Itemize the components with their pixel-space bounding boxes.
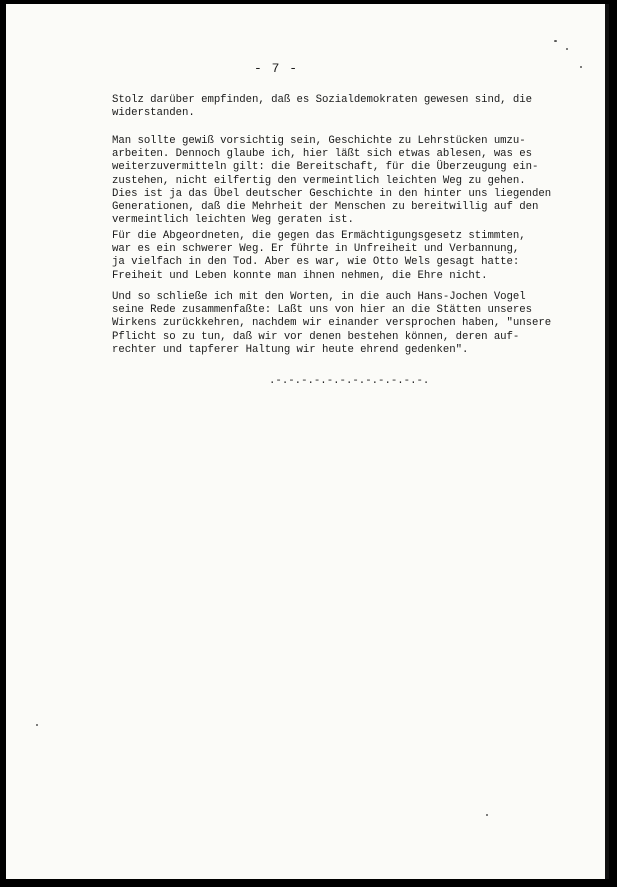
paragraph-2: Man sollte gewiß vorsichtig sein, Geschichte zu Lehrstücken umzu- arbeiten. Dennoch glaube ich, hier läßt sich etwas ablesen, was es weiterzuvermitteln gilt: die Bereitschaft, für die Überzeugung ein- zustehen, nicht eilfertig den vermeintlich leichten Weg zu gehen. Dies ist ja das Übel deutscher Geschichte in den hinter uns liegenden Generationen, daß die Mehrheit der Menschen zu bereitwillig auf den vermeintlich leichten Weg geraten ist. <box>112 135 552 227</box>
scan-speck <box>486 814 488 816</box>
scan-speck <box>580 66 582 68</box>
paragraph-1: Stolz darüber empfinden, daß es Sozialdemokraten gewesen sind, die widerstanden. <box>112 94 532 120</box>
section-separator: .-.-.-.-.-.-.-.-.-.-.-.-. <box>269 375 430 387</box>
scan-speck <box>566 48 568 50</box>
document-page <box>6 4 609 879</box>
scan-speck <box>36 724 38 726</box>
paragraph-4: Und so schließe ich mit den Worten, in die auch Hans-Jochen Vogel seine Rede zusammenfaßte: Laßt uns von hier an die Stätten unseres Wirkens zurückkehren, nachdem wir einander versprochen haben, "unsere Pflicht so zu tun, daß wir vor denen bestehen können, deren auf- rechter und tapferer Haltung wir heute ehrend gedenken". <box>112 291 552 356</box>
scan-speck <box>554 40 557 42</box>
paragraph-3: Für die Abgeordneten, die gegen das Ermächtigungsgesetz stimmten, war es ein schwerer Weg. Er führte in Unfreiheit und Verbannung, ja vielfach in den Tod. Aber es war, wie Otto Wels gesagt hatte: Freiheit und Leben konnte man ihnen nehmen, die Ehre nicht. <box>112 230 526 282</box>
page-number: - 7 - <box>254 61 299 76</box>
